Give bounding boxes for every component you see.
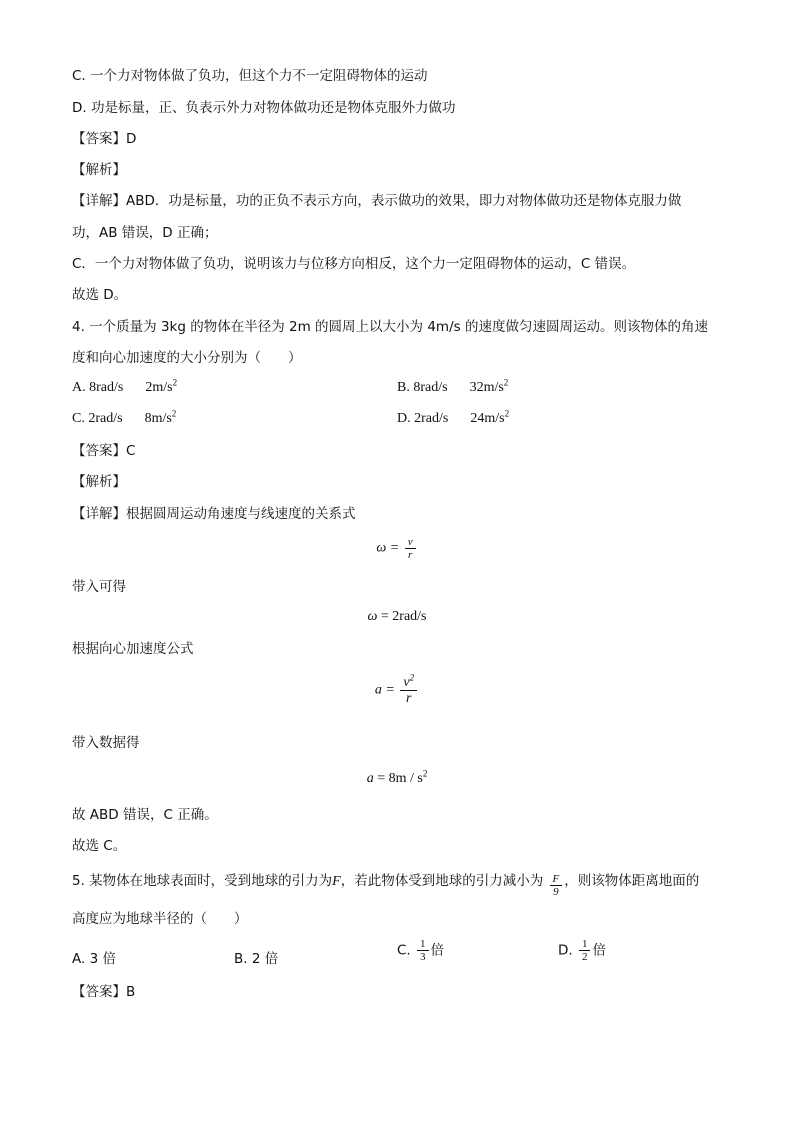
q5-option-d: D. $\frac{1}{2}$ 倍 bbox=[558, 938, 606, 963]
q4-sub-text1: 带入可得 bbox=[72, 579, 126, 595]
q4-option-c: C. 2rad/s $8m/s^2$ bbox=[72, 408, 177, 426]
q3-option-d: D. 功是标量，正、负表示外力对物体做功还是物体克服外力做功 bbox=[72, 100, 456, 116]
q3-detail-line1 bbox=[72, 192, 681, 210]
q3-option-c: C. 一个力对物体做了负功，但这个力不一定阻碍物体的运动 bbox=[72, 68, 428, 84]
q4-option-d: D. 2rad/s $24m/s^2$ bbox=[397, 408, 510, 426]
detail-label: 【详解】 bbox=[72, 193, 126, 209]
q5-stem-line2: 高度应为地球半径的（ ） bbox=[72, 911, 248, 927]
detail-text: ABD．功是标量，功的正负不表示方向，表示做功的效果，即力对物体做功还是物体克服力做 bbox=[126, 193, 682, 209]
detail-label: 【详解】 bbox=[72, 506, 126, 522]
q4-stem-line2: 度和向心加速度的大小分别为（ ） bbox=[72, 350, 302, 366]
answer-value: D bbox=[126, 131, 137, 147]
q4-conclusion: 故选 C。 bbox=[72, 838, 127, 854]
detail-text: 根据圆周运动角速度与线速度的关系式 bbox=[126, 506, 356, 522]
answer-value: B bbox=[126, 984, 136, 1000]
q5-answer bbox=[72, 983, 135, 1001]
formula-omega-v-over-r: ω = $\frac{v}{r}$ bbox=[0, 536, 794, 561]
q4-stem-line1: 4. 一个质量为 3kg 的物体在半径为 2m 的圆周上以大小为 4m/s 的速度做匀速圆周运动。则该物体的角速 bbox=[72, 319, 708, 335]
q3-answer bbox=[72, 130, 136, 148]
q5-option-b: B. 2 倍 bbox=[234, 951, 279, 967]
q3-detail-line2: 功，AB 错误，D 正确； bbox=[72, 225, 218, 241]
q4-option-a: A. 8rad/s $2m/s^2$ bbox=[72, 377, 178, 395]
answer-label: 【答案】 bbox=[72, 443, 126, 459]
q3-detail-line3: C．一个力对物体做了负功，说明该力与位移方向相反，这个力一定阻碍物体的运动，C 错误。 bbox=[72, 256, 636, 272]
q4-text-accel: 根据向心加速度公式 bbox=[72, 641, 194, 657]
q5-option-a: A. 3 倍 bbox=[72, 951, 116, 967]
q3-conclusion: 故选 D。 bbox=[72, 287, 128, 303]
q5-option-c: C. $\frac{1}{3}$ 倍 bbox=[397, 938, 445, 963]
formula-a-value: $a = 8m / s^2$ bbox=[366, 768, 428, 786]
answer-value: C bbox=[126, 443, 136, 459]
q4-detail bbox=[72, 505, 356, 523]
answer-label: 【答案】 bbox=[72, 131, 126, 147]
formula-omega-value: ω = 2rad/s bbox=[367, 609, 427, 624]
q4-analysis-label: 【解析】 bbox=[72, 474, 126, 490]
formula-a-v2-over-r: a = $\frac{v^2}{r}$ bbox=[0, 675, 794, 706]
q4-answer bbox=[72, 442, 135, 460]
q3-analysis-label: 【解析】 bbox=[72, 162, 126, 178]
q4-sub-text2: 带入数据得 bbox=[72, 735, 140, 751]
q4-result-line: 故 ABD 错误，C 正确。 bbox=[72, 807, 218, 823]
q4-option-b: B. 8rad/s $32m/s^2$ bbox=[397, 377, 509, 395]
answer-label: 【答案】 bbox=[72, 984, 126, 1000]
q5-stem-line1: 5. 某物体在地球表面时，受到地球的引力为F，若此物体受到地球的引力减小为 $\frac{F}{9}$ ，则该物体距离地面的 bbox=[72, 873, 700, 898]
